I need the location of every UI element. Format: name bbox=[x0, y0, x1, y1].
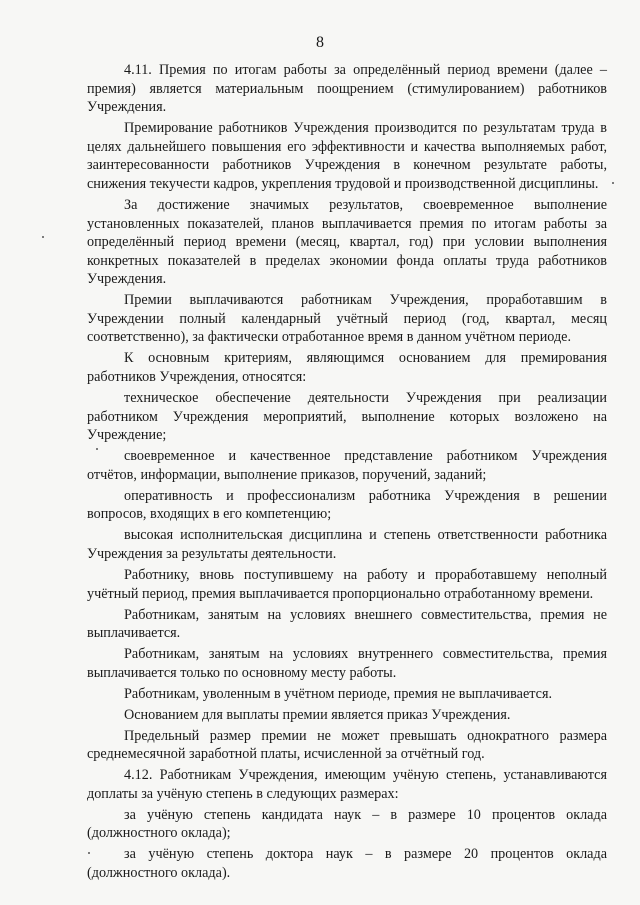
paragraph-bonus-eligibility: Премии выплачиваются работникам Учреждения, проработавшим в Учреждении полный календарный учётный период (год, квартал, месяц соответственно), за фактически отработанное время в данном учётном периоде. bbox=[87, 292, 607, 346]
paragraph-internal-parttime: Работникам, занятым на условиях внутреннего совместительства, премия выплачивается только по основному месту работы. bbox=[87, 646, 607, 681]
criterion-discipline: высокая исполнительская дисциплина и степень ответственности работника Учреждения за результаты деятельности. bbox=[87, 527, 607, 562]
paragraph-4-11: 4.11. Премия по итогам работы за определённый период времени (далее – премия) является материальным поощрением (стимулированием) работников Учреждения. bbox=[87, 62, 607, 116]
scan-speck bbox=[88, 852, 90, 854]
scan-speck bbox=[42, 236, 44, 238]
paragraph-new-employee: Работнику, вновь поступившему на работу и проработавшему неполный учётный период, премия выплачивается пропорционально отработанному времени. bbox=[87, 566, 607, 602]
item-doctor-degree: за учёную степень доктора наук – в размере 20 процентов оклада (должностного оклада). bbox=[87, 846, 607, 881]
paragraph-max-bonus: Предельный размер премии не может превышать однократного размера среднемесячной заработной платы, исчисленной за отчётный год. bbox=[87, 727, 607, 763]
item-candidate-degree: за учёную степень кандидата наук – в размере 10 процентов оклада (должностного оклада); bbox=[87, 806, 607, 842]
criterion-professionalism: оперативность и профессионализм работника Учреждения в решении вопросов, входящих в его компетенцию; bbox=[87, 487, 607, 523]
paragraph-bonus-purpose: Премирование работников Учреждения производится по результатам труда в целях дальнейшего повышения его эффективности и качества выполняемых работ, заинтересованности работников Учреждения в конечном результате работы, снижения текучести кадров, укрепления трудовой и производственной дисциплины. bbox=[87, 120, 607, 192]
scan-speck bbox=[612, 182, 614, 184]
paragraph-external-parttime: Работникам, занятым на условиях внешнего совместительства, премия не выплачивается. bbox=[87, 606, 607, 642]
paragraph-criteria-intro: К основным критериям, являющимся основанием для премирования работников Учреждения, относятся: bbox=[87, 350, 607, 386]
paragraph-4-12: 4.12. Работникам Учреждения, имеющим учёную степень, устанавливаются доплаты за учёную степень в следующих размерах: bbox=[87, 767, 607, 802]
criterion-technical-support: техническое обеспечение деятельности Учреждения при реализации работником Учреждения мероприятий, выполнение которых возложено на Учреждение; bbox=[87, 390, 607, 444]
document-body bbox=[87, 61, 607, 885]
paragraph-basis: Основанием для выплаты премии является приказ Учреждения. bbox=[124, 706, 511, 723]
paragraph-bonus-conditions: За достижение значимых результатов, своевременное выполнение установленных показателей, планов выплачивается премия по итогам работы за определённый период времени (месяц, квартал, год) при условии выполнения конкретных показателей в пределах экономии фонда оплаты труда работников Учреждения. bbox=[87, 196, 607, 288]
scan-speck bbox=[96, 448, 98, 450]
page-number: 8 bbox=[316, 34, 324, 51]
criterion-timely-reports: своевременное и качественное представление работником Учреждения отчётов, информации, выполнение приказов, поручений, заданий; bbox=[87, 448, 607, 483]
paragraph-dismissed: Работникам, уволенным в учётном периоде, премия не выплачивается. bbox=[124, 685, 553, 702]
